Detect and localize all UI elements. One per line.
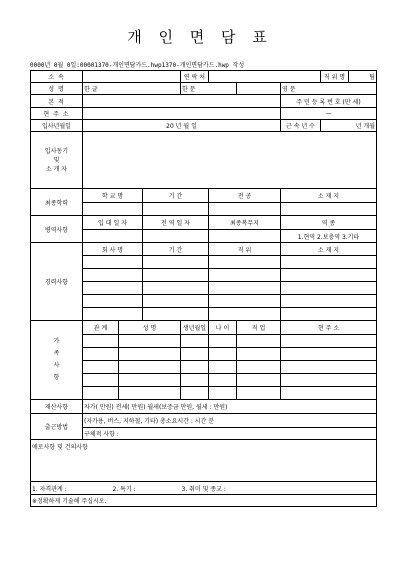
family-cell[interactable] [281, 374, 377, 387]
name-korean-field[interactable]: 한 글 [83, 83, 181, 95]
career-cell[interactable] [281, 256, 377, 269]
mil-discharge-field[interactable] [143, 230, 209, 243]
career-row [31, 282, 377, 295]
family-cell[interactable] [281, 348, 377, 361]
career-row [31, 295, 377, 308]
mil-col-last-post: 최종복무지 [209, 216, 281, 230]
family-cell[interactable] [237, 374, 281, 387]
assets-field[interactable]: 자가( 만원) 전세( 만원) 월세(보증금 만원, 월세 : 만원) [83, 400, 377, 414]
family-cell[interactable] [281, 361, 377, 374]
interview-form-table [30, 70, 377, 507]
family-col-birth: 생년월일 [181, 321, 209, 335]
family-cell[interactable] [119, 348, 181, 361]
career-cell[interactable] [209, 269, 281, 282]
family-col-age: 나 이 [209, 321, 237, 335]
join-date-field[interactable]: 20 년 월 일 [83, 120, 281, 132]
family-cell[interactable] [119, 374, 181, 387]
military-header-row [31, 216, 377, 230]
career-cell[interactable] [281, 308, 377, 321]
career-cell[interactable] [83, 256, 143, 269]
mil-col-discharge: 전 역 일 자 [143, 216, 209, 230]
family-cell [31, 321, 83, 400]
join-date-row [31, 120, 377, 132]
affiliation-label: 소 속 [31, 71, 83, 83]
commute-label: 출근방법 [31, 414, 83, 440]
file-info: 0000년 0월 0일:00001370-개인면담카드.hwp1370-개인면담카드.hwp 작성 [30, 62, 245, 69]
career-cell[interactable] [143, 308, 209, 321]
family-cell[interactable] [83, 348, 119, 361]
motivation-field[interactable] [83, 132, 377, 189]
education-row [31, 203, 377, 216]
education-label: 최종학력 [31, 189, 83, 216]
name-hanja-field[interactable]: 한 문 [181, 83, 237, 95]
edu-col-major: 전 공 [209, 189, 281, 203]
motivation-label: 입사동기 및 소 개 자 [31, 132, 83, 189]
footer-note: ※정확하게 기술해 주십시오. [31, 495, 377, 507]
education-header-row [31, 189, 377, 203]
mil-type-options[interactable]: 1.현역 2.보충역 3.기타 [281, 230, 377, 243]
affiliation-field[interactable] [83, 71, 181, 83]
family-cell[interactable] [209, 387, 237, 400]
family-col-address: 현 주 소 [281, 321, 377, 335]
origin-label: 본 적 [31, 95, 83, 108]
career-cell[interactable] [83, 295, 143, 308]
family-cell[interactable] [181, 348, 209, 361]
military-row [31, 230, 377, 243]
family-cell[interactable] [119, 335, 181, 348]
career-col-company: 회 사 명 [83, 243, 143, 256]
family-cell[interactable] [83, 387, 119, 400]
contact-label: 연 락 처 [181, 71, 209, 83]
career-col-location: 소 재 지 [281, 243, 377, 256]
career-header-row [31, 243, 377, 256]
military-label: 병역사항 [31, 216, 83, 243]
family-cell[interactable] [209, 361, 237, 374]
career-col-position: 직 위 [209, 243, 281, 256]
rank-label: 팀 [349, 71, 377, 83]
edu-col-period: 기 간 [143, 189, 209, 203]
family-cell[interactable] [209, 335, 237, 348]
motivation-row [31, 132, 377, 189]
resident-no-label: 주 민 등 록 번 호 (만 세) [281, 95, 377, 108]
career-cell[interactable] [143, 282, 209, 295]
join-date-label: 입사년월일 [31, 120, 83, 132]
family-cell[interactable] [181, 335, 209, 348]
family-cell[interactable] [237, 361, 281, 374]
career-cell[interactable] [143, 256, 209, 269]
contact-field[interactable] [209, 71, 321, 83]
footer-note-row [31, 495, 377, 507]
assets-label: 재산사항 [31, 400, 83, 414]
family-cell[interactable] [237, 387, 281, 400]
family-cell[interactable] [83, 361, 119, 374]
affiliation-row [31, 71, 377, 83]
family-col-job: 직 업 [237, 321, 281, 335]
career-cell[interactable] [83, 282, 143, 295]
family-cell[interactable] [181, 387, 209, 400]
name-label: 성 명 [31, 83, 83, 95]
career-col-period: 기 간 [143, 243, 209, 256]
career-cell[interactable] [281, 295, 377, 308]
address-field[interactable] [83, 108, 281, 120]
family-cell[interactable] [281, 387, 377, 400]
page-title: 개 인 면 담 표 [127, 28, 273, 46]
family-cell[interactable] [209, 348, 237, 361]
career-label: 경력사항 [31, 243, 83, 321]
family-cell[interactable] [119, 387, 181, 400]
career-cell[interactable] [143, 295, 209, 308]
commute-row [31, 414, 377, 428]
family-label: 가 족 사 항 [53, 338, 60, 381]
mil-col-type: 역 종 [281, 216, 377, 230]
career-cell[interactable] [281, 269, 377, 282]
family-cell[interactable] [237, 335, 281, 348]
family-cell[interactable] [119, 361, 181, 374]
career-cell[interactable] [281, 282, 377, 295]
edu-location-field[interactable] [281, 203, 377, 216]
career-cell[interactable] [143, 269, 209, 282]
career-row [31, 256, 377, 269]
footer-items-field[interactable]: 1. 자격관계 : 2. 특기 : 3. 취미 및 종교 : [31, 482, 377, 495]
family-cell[interactable] [181, 361, 209, 374]
family-cell[interactable] [181, 374, 209, 387]
commute-detail-row [31, 428, 377, 440]
name-hanja-extra[interactable] [237, 83, 281, 95]
family-cell[interactable] [209, 374, 237, 387]
footer-items-row [31, 482, 377, 495]
commute-field[interactable]: (자가용, 버스, 지하철, 기타) 총소요시간 : 시간 분 [83, 414, 377, 428]
edu-major-field[interactable] [209, 203, 281, 216]
career-row [31, 269, 377, 282]
family-cell[interactable] [83, 374, 119, 387]
commute-detail-field[interactable]: 구체적 사항 : [83, 428, 377, 440]
family-cell[interactable] [237, 348, 281, 361]
career-cell[interactable] [83, 308, 143, 321]
assets-row [31, 400, 377, 414]
edu-period-field[interactable] [143, 203, 209, 216]
edu-col-location: 소 재 지 [281, 189, 377, 203]
resident-no-field[interactable]: — [281, 108, 377, 120]
family-header-row [31, 321, 377, 335]
career-cell[interactable] [83, 269, 143, 282]
tenure-label: 근 속 년 수 [281, 120, 321, 132]
career-cell[interactable] [209, 282, 281, 295]
difficulties-field[interactable]: 애로사항 및 건의사항 [31, 440, 377, 482]
origin-row [31, 95, 377, 108]
career-row [31, 308, 377, 321]
career-cell[interactable] [209, 308, 281, 321]
difficulties-row [31, 440, 377, 482]
family-col-name: 성 명 [119, 321, 181, 335]
name-row [31, 83, 377, 95]
mil-col-enlist: 입 대 일 자 [83, 216, 143, 230]
position-label: 직 위 명 [321, 71, 349, 83]
address-label: 현 주 소 [31, 108, 83, 120]
edu-col-school: 학 교 명 [83, 189, 143, 203]
family-cell[interactable] [281, 335, 377, 348]
family-cell[interactable] [83, 335, 119, 348]
career-cell[interactable] [209, 256, 281, 269]
mil-last-post-field[interactable] [209, 230, 281, 243]
family-col-relation: 관 계 [83, 321, 119, 335]
edu-school-field[interactable] [83, 203, 143, 216]
name-english-field[interactable]: 영 문 [281, 83, 377, 95]
tenure-field[interactable]: 년 개월 [321, 120, 377, 132]
mil-enlist-field[interactable] [83, 230, 143, 243]
origin-field[interactable] [83, 95, 281, 108]
career-cell[interactable] [209, 295, 281, 308]
address-row [31, 108, 377, 120]
